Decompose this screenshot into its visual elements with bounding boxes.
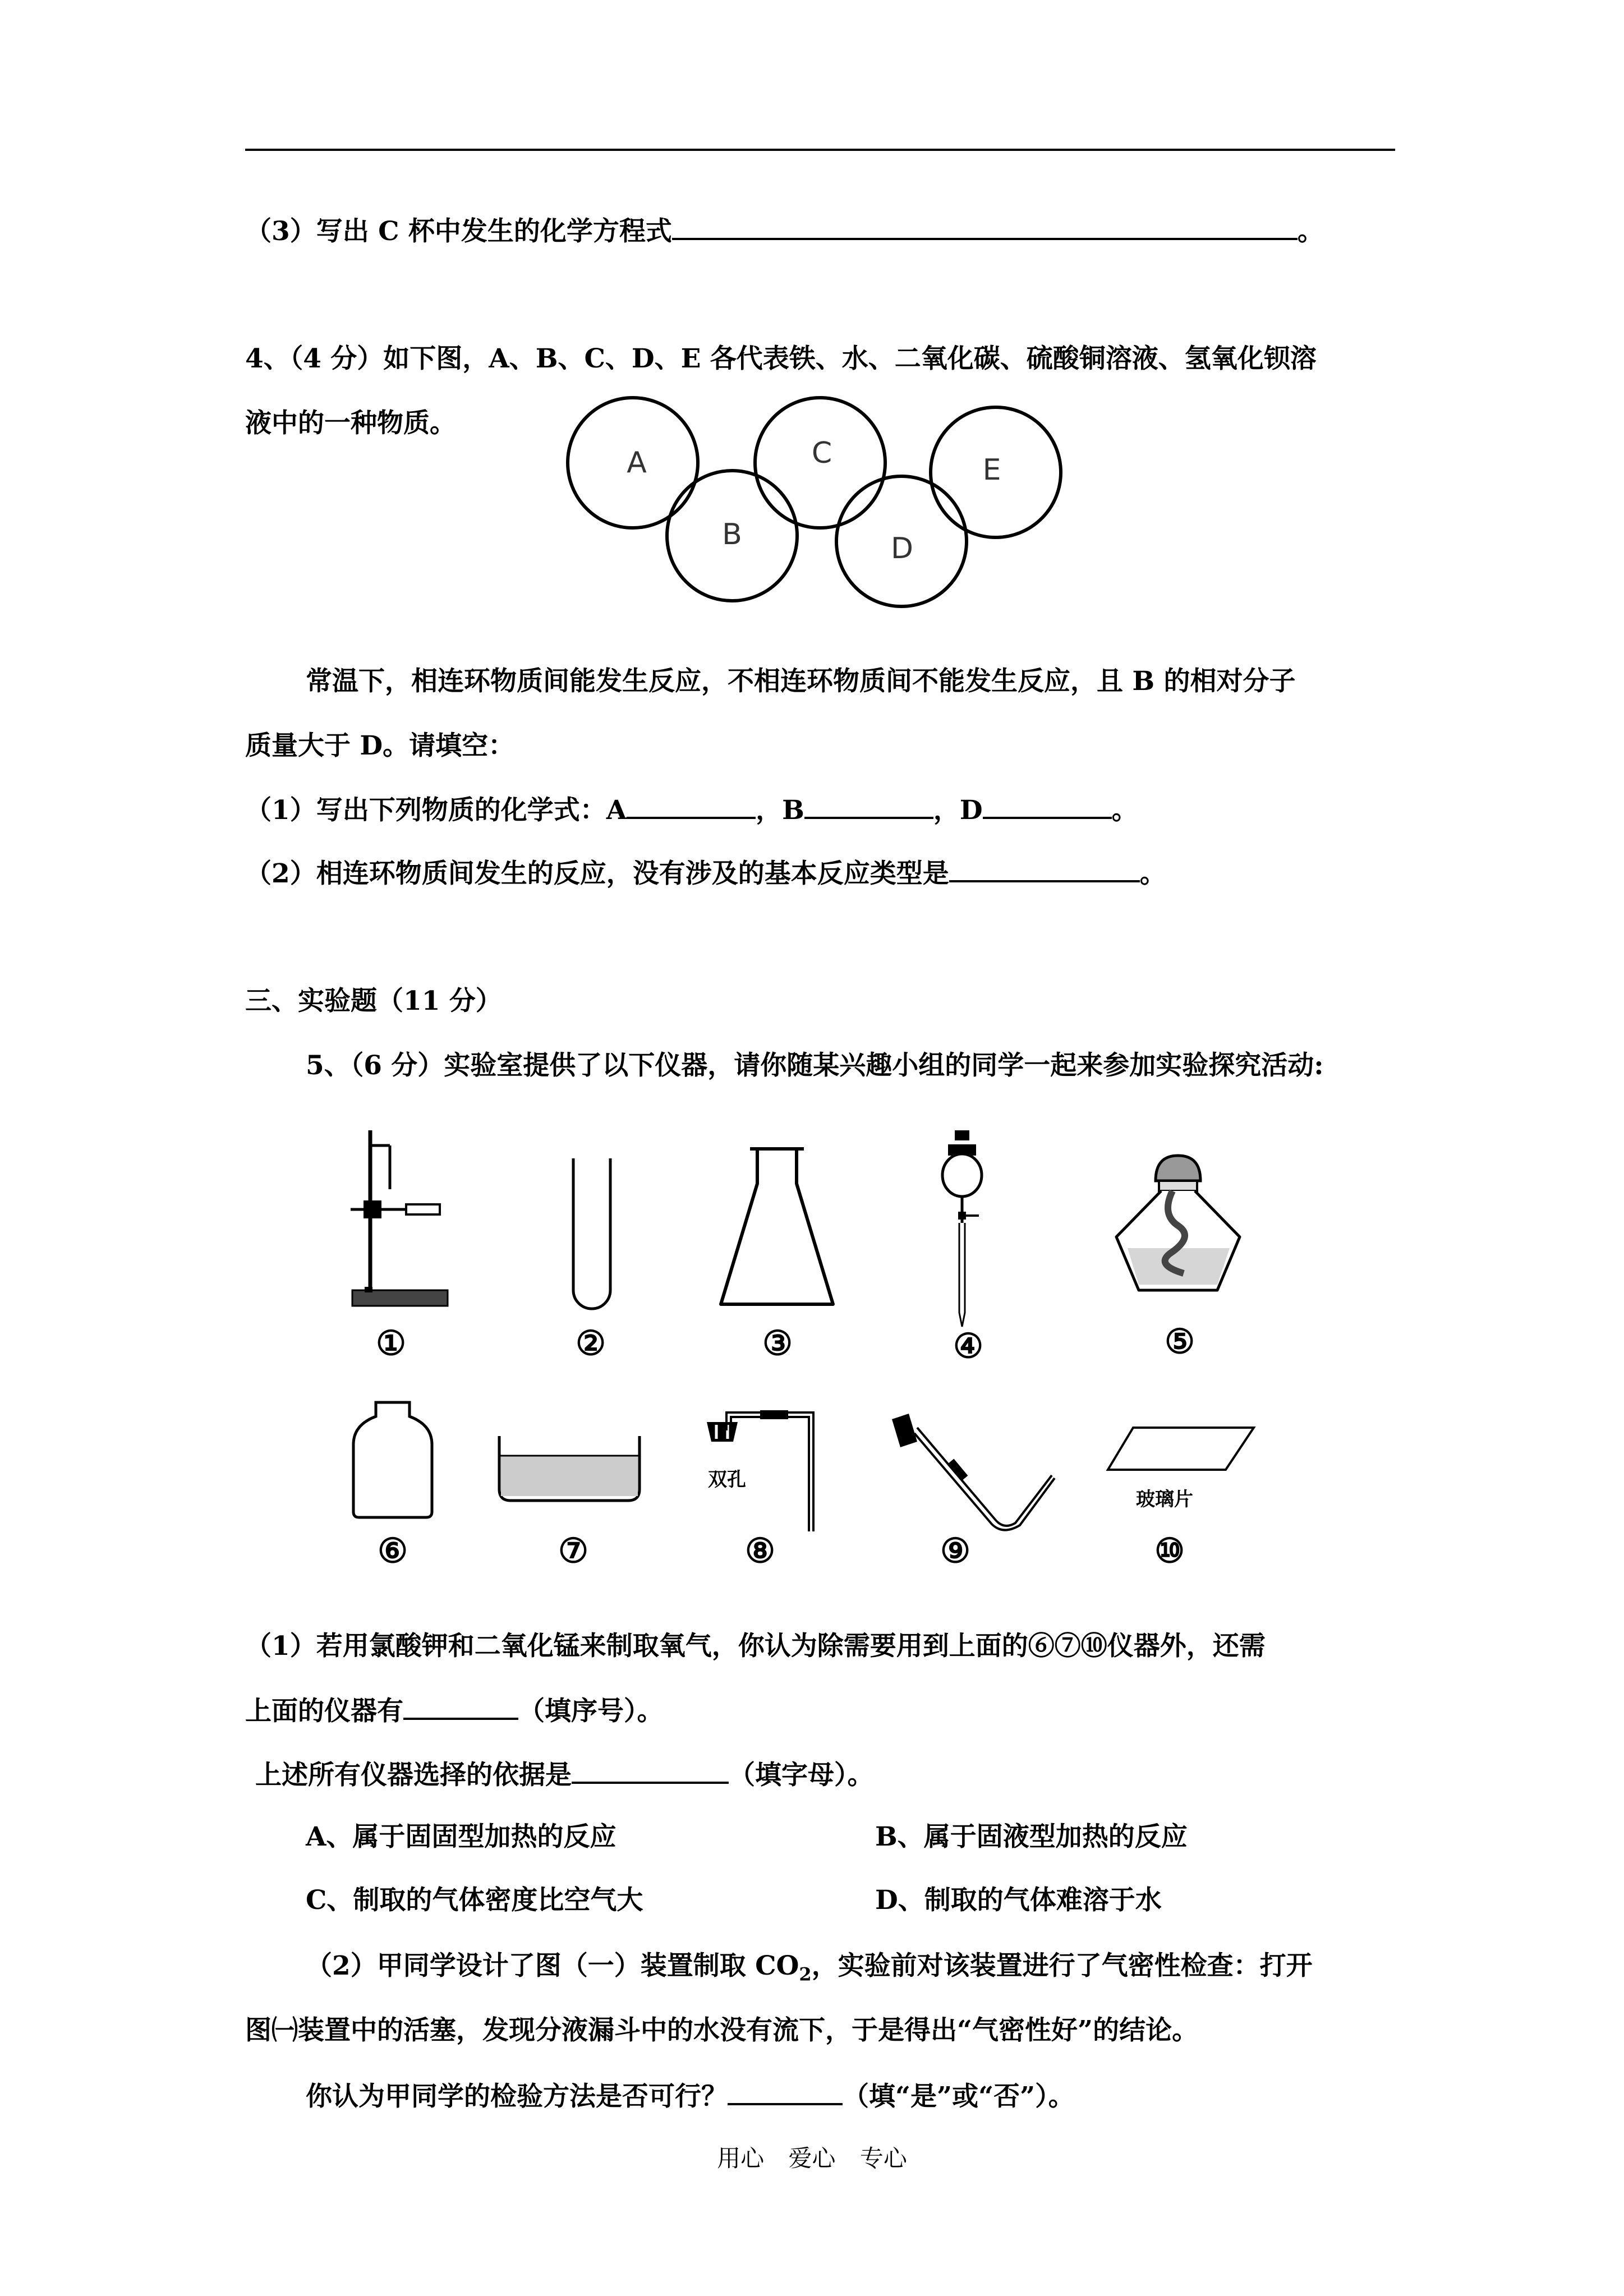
option-d: D、制取的气体难溶于水 [875, 1885, 1162, 1916]
q4-sub1 [245, 792, 1138, 827]
ring-label-c: C [811, 436, 832, 470]
option-c: C、制取的气体密度比空气大 [306, 1885, 643, 1916]
label-4: ④ [953, 1327, 983, 1366]
q5-s1-line1: （1）若用氯酸钾和二氧化锰来制取氧气，你认为除需要用到上面的⑥⑦⑩仪器外，还需 [245, 1631, 1266, 1662]
header-rule [245, 149, 1395, 151]
glass-plate-icon [1105, 1425, 1257, 1475]
q5-s2-line3-b: （填“是”或“否”）。 [843, 2081, 1075, 2112]
label-2: ② [576, 1324, 606, 1363]
label-10: ⑩ [1154, 1531, 1185, 1571]
q4-sub1-b: ，B [756, 795, 804, 826]
answer-blank-reaction-type[interactable] [949, 855, 1140, 882]
q5-s1-line3 [255, 1757, 874, 1792]
q4-sub2-end: 。 [1139, 858, 1166, 889]
q5-s1-line2-b: （填序号）。 [518, 1696, 664, 1727]
co2-subscript: 2 [799, 1963, 812, 1985]
page-footer: 用心 爱心 专心 [717, 2145, 907, 2172]
q5-s1-line2 [245, 1693, 664, 1728]
caption-double-hole: 双孔 [708, 1469, 746, 1491]
conical-flask-icon [715, 1144, 839, 1313]
label-3: ③ [762, 1324, 793, 1363]
q4-sub1-end: 。 [1111, 795, 1138, 826]
answer-blank-apparatus[interactable] [403, 1693, 518, 1720]
q4-desc1: 常温下，相连环物质间能发生反应，不相连环物质间不能发生反应，且 B 的相对分子 [306, 666, 1296, 697]
q4-sub2 [245, 855, 1166, 891]
q4-sub1-a: （1）写出下列物质的化学式：A [245, 795, 627, 826]
q3-line [245, 213, 1324, 249]
q4-desc2: 质量大于 D。请填空： [245, 730, 515, 761]
water-trough-icon [496, 1433, 642, 1506]
option-a: A、属于固固型加热的反应 [306, 1821, 617, 1852]
q5-s2-line1-a: （2）甲同学设计了图（一）装置制取 CO [306, 1950, 799, 1981]
q5-s1-line3-b: （填字母）。 [729, 1760, 874, 1791]
separatory-funnel-icon [937, 1128, 987, 1329]
label-5: ⑤ [1165, 1322, 1195, 1361]
answer-blank-yes-no[interactable] [728, 2078, 843, 2105]
alcohol-lamp-icon [1111, 1153, 1245, 1299]
gas-bottle-icon [348, 1400, 438, 1520]
olympic-rings-diagram [567, 393, 1066, 617]
q5-s2-line1 [306, 1949, 1313, 1991]
answer-blank-d[interactable] [983, 792, 1112, 819]
iron-stand-icon [348, 1128, 460, 1313]
q4-sub1-c: ，D [933, 795, 983, 826]
ring-label-d: D [890, 532, 914, 565]
ring-label-b: B [722, 518, 742, 551]
section-title: 三、实验题（11 分） [245, 986, 502, 1016]
q3-text: （3）写出 C 杯中发生的化学方程式 [245, 216, 672, 247]
caption-glass-plate: 玻璃片 [1136, 1488, 1193, 1511]
label-6: ⑥ [378, 1531, 408, 1571]
label-9: ⑨ [940, 1531, 970, 1571]
label-1: ① [376, 1324, 406, 1363]
q5-s2-line3 [306, 2078, 1075, 2114]
q3-answer-blank[interactable] [672, 213, 1298, 240]
answer-blank-b[interactable] [804, 792, 933, 819]
q4-sub2-text: （2）相连环物质间发生的反应，没有涉及的基本反应类型是 [245, 858, 949, 889]
label-7: ⑦ [558, 1531, 588, 1571]
q5-s1-line2-a: 上面的仪器有 [245, 1696, 403, 1727]
label-8: ⑧ [745, 1531, 775, 1571]
answer-blank-a[interactable] [627, 792, 756, 819]
option-b: B、属于固液型加热的反应 [875, 1821, 1188, 1852]
q3-end: 。 [1297, 216, 1324, 247]
ring-label-e: E [982, 453, 1001, 487]
q5-intro: 5、（6 分）实验室提供了以下仪器，请你随某兴趣小组的同学一起来参加实验探究活动: [306, 1050, 1324, 1081]
q4-line2: 液中的一种物质。 [245, 408, 456, 439]
q4-line1: 4、（4 分）如下图，A、B、C、D、E 各代表铁、水、二氧化碳、硫酸铜溶液、氢氧化钡溶 [245, 343, 1317, 374]
answer-blank-basis[interactable] [572, 1757, 729, 1784]
q5-s2-line2: 图㈠装置中的活塞，发现分液漏斗中的水没有流下，于是得出“气密性好”的结论。 [245, 2015, 1199, 2046]
ring-label-a: A [627, 446, 647, 480]
q5-s1-line3-a: 上述所有仪器选择的依据是 [255, 1760, 572, 1791]
stopper-bent-tube-icon [886, 1405, 1055, 1540]
test-tube-icon [567, 1156, 617, 1313]
q5-s2-line3-a: 你认为甲同学的检验方法是否可行？ [306, 2081, 728, 2112]
q5-s2-line1-b: ，实验前对该装置进行了气密性检查：打开 [811, 1950, 1313, 1981]
